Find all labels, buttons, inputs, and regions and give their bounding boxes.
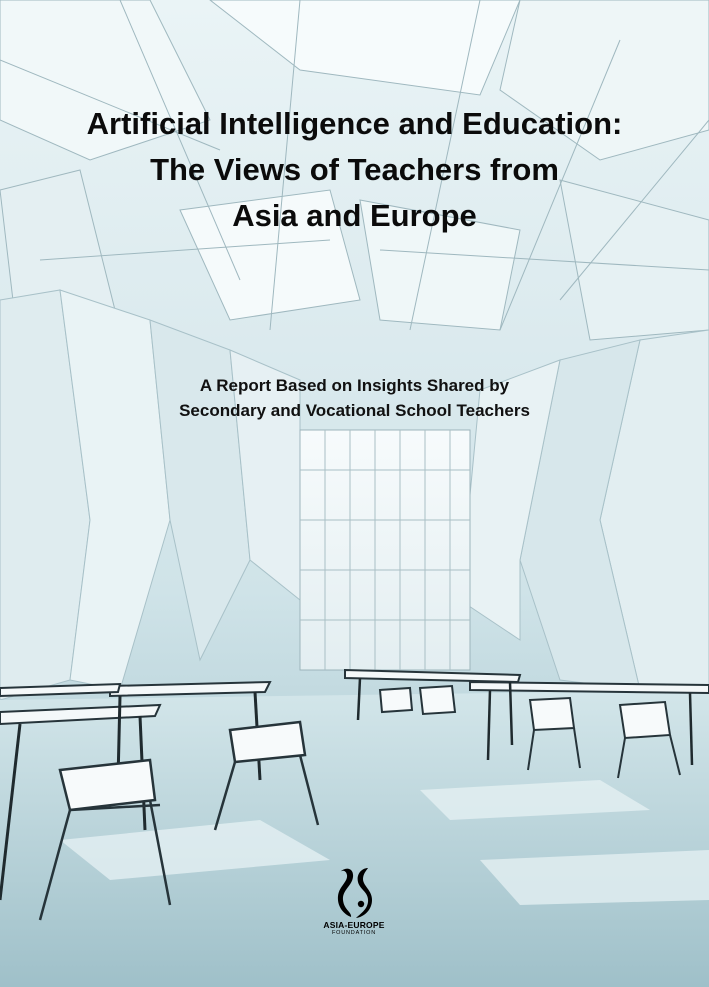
asef-logo-icon bbox=[334, 864, 374, 920]
publisher-logo bbox=[314, 864, 394, 948]
left-columns bbox=[0, 290, 300, 700]
report-subtitle: A Report Based on Insights Shared by Secondary and Vocational School Teachers bbox=[179, 376, 530, 420]
report-title: Artificial Intelligence and Education: The Views of Teachers from Asia and Europe bbox=[86, 106, 623, 233]
central-window bbox=[300, 430, 470, 670]
publisher-subname: FOUNDATION bbox=[332, 930, 376, 936]
publisher-name: ASIA-EUROPE bbox=[323, 920, 385, 930]
